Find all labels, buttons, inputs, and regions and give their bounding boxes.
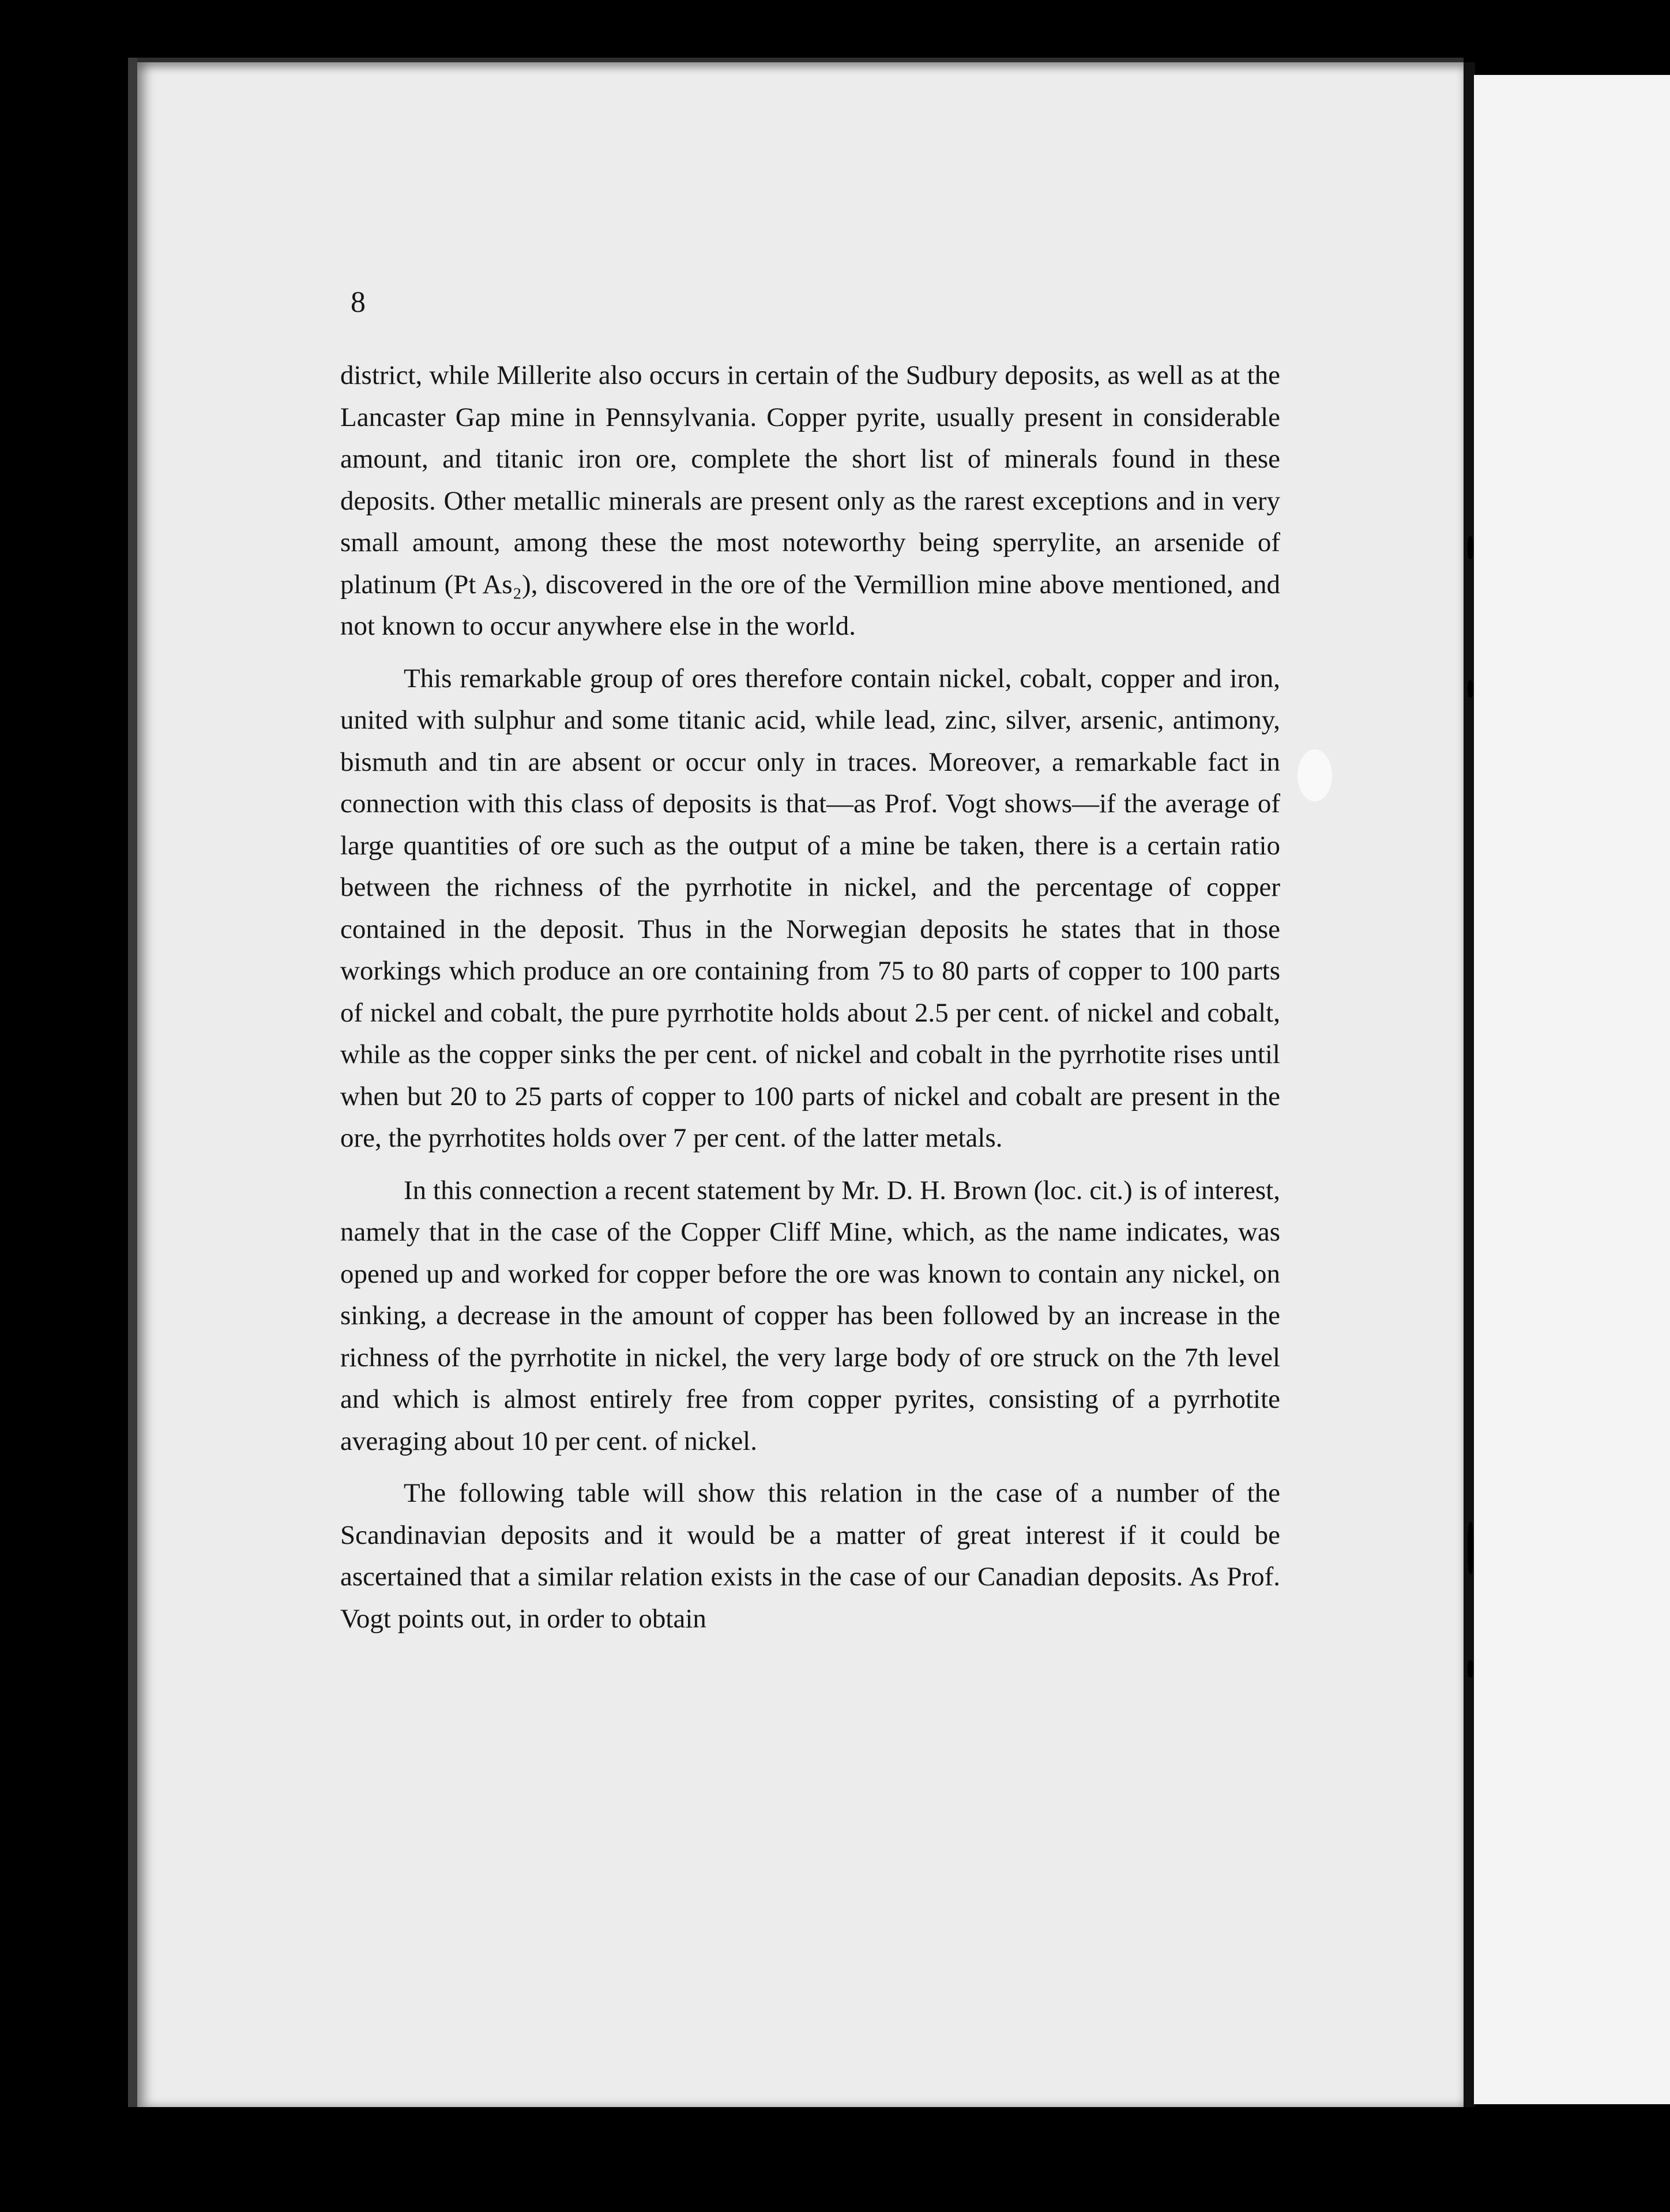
gutter-speck	[1468, 1522, 1473, 1574]
paragraph: In this connection a recent statement by Mr. D. H. Brown (loc. cit.) is of interest, namely that in the case of the Copper Cliff Mine, which, as the name indicates, was opened up and worked for copper before the ore was known to contain any nickel, on sinking, a decrease in the amount of copper has been followed by an increase in the richness of the pyrrhotite in nickel, the very large body of ore struck on the 7th level and which is almost entirely free from copper pyrites, consisting of a pyrrhotite averaging about 10 per cent. of nickel.	[340, 1175, 1280, 1456]
page-body	[340, 282, 1280, 1640]
book-gutter	[1464, 62, 1475, 2107]
page-number: 8	[351, 286, 366, 319]
paragraph: This remarkable group of ores therefore contain nickel, cobalt, copper and iron, united with sulphur and some titanic acid, while lead, zinc, silver, arsenic, antimony, bismuth and tin are absent or occur only in traces. Moreover, a remarkable fact in connection with this class of deposits is that—as Prof. Vogt shows—if the average of large quantities of ore such as the output of a mine be taken, there is a certain ratio between the richness of the pyrrhotite in nickel, and the percentage of copper contained in the deposit. Thus in the Norwegian deposits he states that in those workings which produce an ore containing from 75 to 80 parts of copper to 100 parts of nickel and cobalt, the pure pyrrhotite holds about 2.5 per cent. of nickel and cobalt, while as the copper sinks the per cent. of nickel and cobalt in the pyrrhotite rises until when but 20 to 25 parts of copper to 100 parts of nickel and cobalt are present in the ore, the pyrrhotites holds over 7 per cent. of the latter metals.	[340, 663, 1280, 1153]
paragraph: The following table will show this relation in the case of a number of the Scandinavian deposits and it would be a matter of great interest if it could be ascertained that a similar relation exists in the case of our Canadian deposits. As Prof. Vogt points out, in order to obtain	[340, 1478, 1280, 1634]
paragraph: district, while Millerite also occurs in certain of the Sudbury deposits, as well as at the Lancaster Gap mine in Pennsylvania. Copper pyrite, usually present in considerable amount, and titanic iron ore, complete the short list of minerals found in these deposits. Other metallic minerals are present only as the rarest exceptions and in very small amount, among these the most noteworthy being sperrylite, an arsenide of platinum (Pt As₂), discovered in the ore of the Vermillion mine above mentioned, and not known to occur anywhere else in the world.	[340, 360, 1280, 641]
facing-page-sliver	[1474, 75, 1670, 2104]
gutter-speck	[1468, 680, 1473, 698]
gutter-speck	[1468, 536, 1473, 559]
scan-glare	[1297, 749, 1332, 801]
gutter-speck	[1468, 1660, 1473, 1678]
